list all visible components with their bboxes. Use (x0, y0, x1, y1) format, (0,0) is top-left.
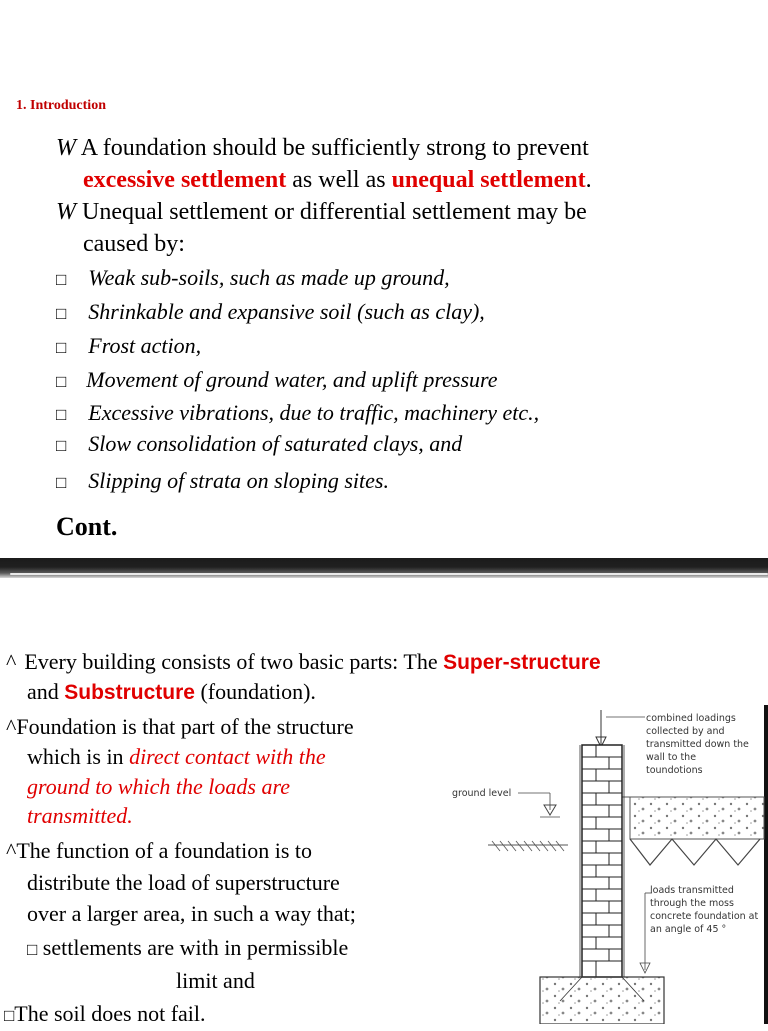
slide-continued (0, 578, 768, 1024)
bullet-2-line-3: ground to which the loads are (27, 774, 290, 799)
bullet-3-line-2: distribute the load of superstructure (27, 870, 340, 895)
checkbox-icon: □ (27, 940, 38, 959)
checkbox-icon: □ (56, 270, 67, 289)
cause-item: □ Movement of ground water, and uplift pressure (56, 367, 498, 392)
bullet-2-line-4: transmitted. (27, 803, 133, 828)
foundation-diagram (440, 705, 768, 1024)
load-arrow (596, 710, 606, 747)
emph-super-structure: Super-structure (443, 651, 601, 674)
cause-item: □ Frost action, (56, 333, 202, 358)
checkbox-icon: □ (56, 372, 67, 391)
cause-item: □ Excessive vibrations, due to traffic, machinery etc., (56, 400, 540, 425)
continued-label: Cont. (56, 512, 118, 541)
wing-bullet: W (56, 199, 76, 225)
sub-bullet-2: □The soil does not fail. (4, 1001, 206, 1026)
concrete-foundation (540, 977, 664, 1024)
caret-bullet: ^ (6, 649, 17, 674)
floor-slab (630, 797, 764, 839)
slide-divider (0, 558, 768, 578)
checkbox-icon: □ (56, 473, 67, 492)
brick-wall (582, 745, 622, 977)
para-1-line-2: excessive settlement as well as unequal settlement. (83, 167, 592, 193)
ground-hatch (488, 841, 568, 851)
bullet-2-line-2: which is in direct contact with the (27, 744, 326, 769)
cause-item: □ Weak sub-soils, such as made up ground, (56, 265, 450, 290)
caret-bullet: ^ (6, 838, 17, 863)
bullet-1-line-1: ^ Every building consists of two basic parts: The Super-structure (6, 649, 601, 674)
checkbox-icon: □ (56, 304, 67, 323)
checkbox-icon: □ (56, 338, 67, 357)
bullet-1-line-2: and Substructure (foundation). (27, 679, 316, 704)
checkbox-icon: □ (56, 436, 67, 455)
bullet-2-line-1: ^Foundation is that part of the structure (6, 714, 354, 739)
emph-unequal-settlement: unequal settlement (391, 167, 586, 193)
cause-item: □ Slow consolidation of saturated clays, and (56, 431, 463, 456)
label-loads-transmitted: loads transmitted through the moss concrete foundation at an angle of 45 ° (650, 885, 759, 935)
hardcore-fill (630, 839, 760, 865)
emph-excessive-settlement: excessive settlement (83, 167, 287, 193)
cause-item: □ Slipping of strata on sloping sites. (56, 468, 389, 493)
bullet-3-line-3: over a larger area, in such a way that; (27, 901, 356, 926)
label-combined-loadings: combined loadings collected by and transmitted down the wall to the toundotions (646, 713, 749, 776)
para-2-line-2: caused by: (83, 231, 185, 257)
checkbox-icon: □ (56, 405, 67, 424)
emph-direct-contact: direct contact with the (129, 744, 326, 769)
section-title: 1. Introduction (16, 98, 106, 113)
caret-bullet: ^ (6, 714, 17, 739)
para-2-line-1: W Unequal settlement or differential settlement may be (56, 199, 587, 225)
sub-bullet-1-line-2: limit and (176, 968, 255, 993)
para-1-line-1: W A foundation should be sufficiently strong to prevent (56, 135, 589, 161)
label-ground-level: ground level (452, 788, 512, 799)
bullet-3-line-1: ^The function of a foundation is to (6, 838, 313, 863)
wing-bullet: W (56, 135, 76, 161)
checkbox-icon: □ (4, 1006, 15, 1025)
cause-item: □ Shrinkable and expansive soil (such as clay), (56, 299, 485, 324)
sub-bullet-1-line-1: □ settlements are with in permissible (27, 935, 349, 960)
ground-level-marker (518, 793, 560, 817)
emph-substructure: Substructure (64, 681, 195, 704)
